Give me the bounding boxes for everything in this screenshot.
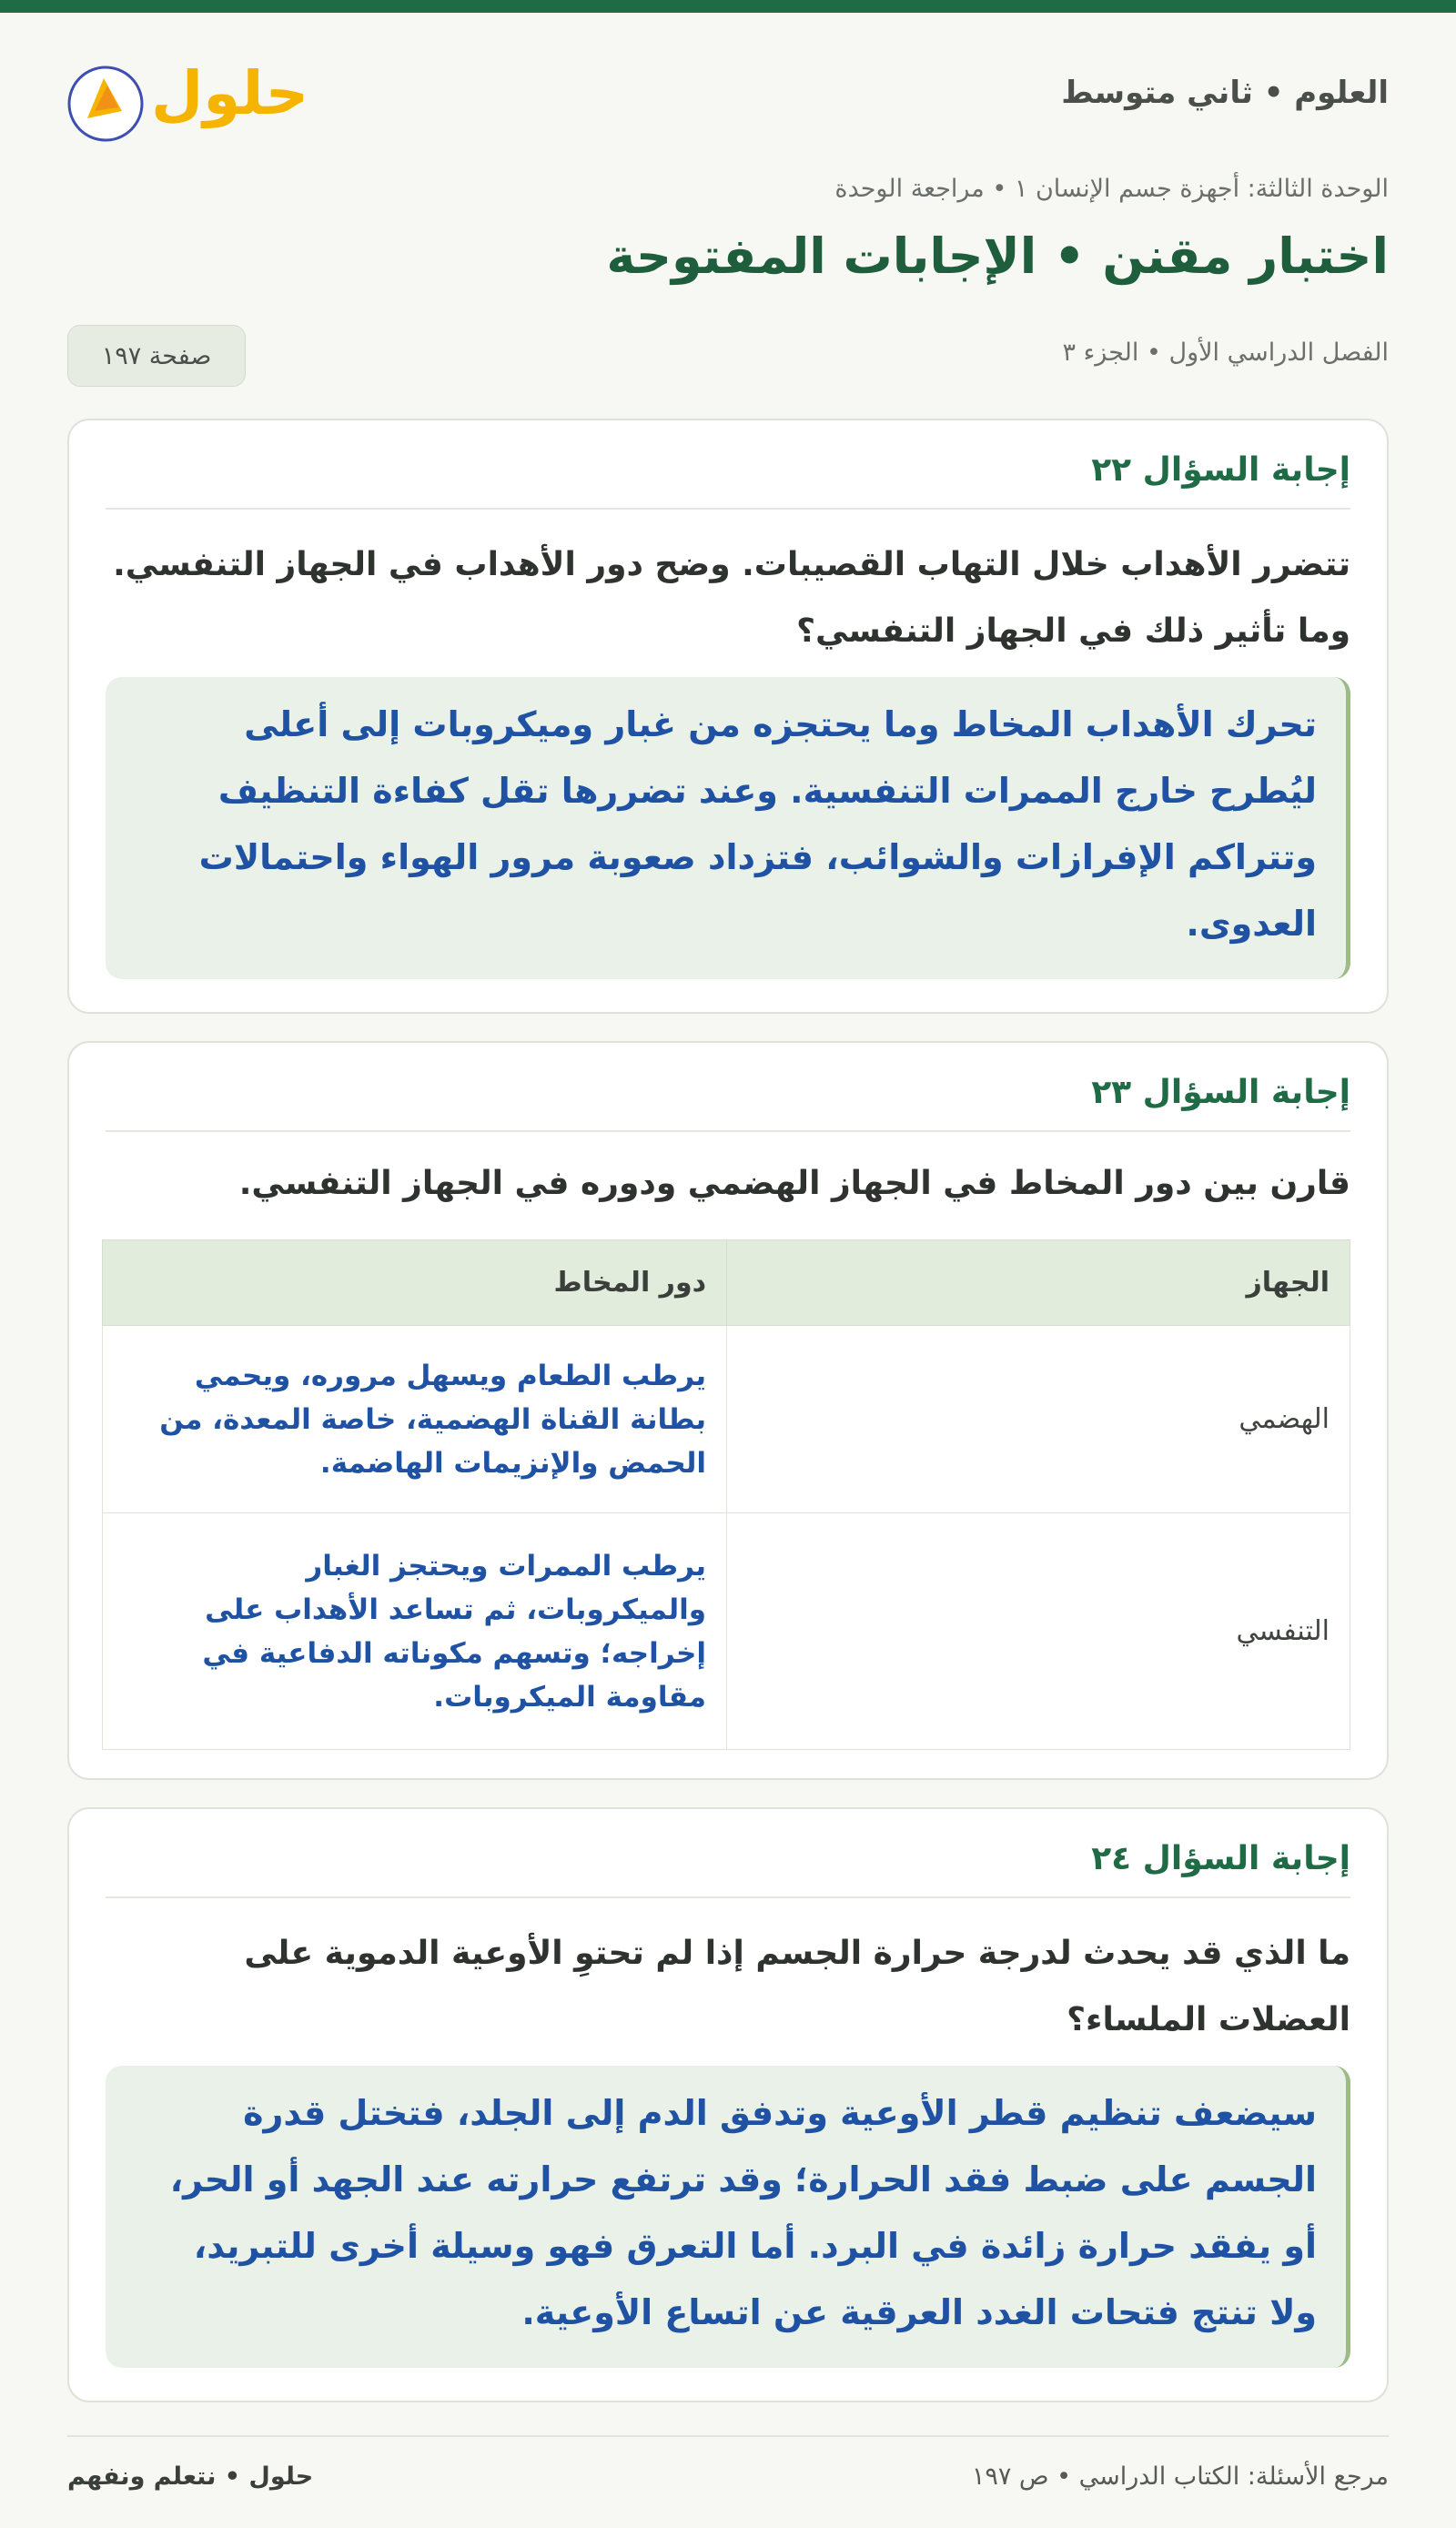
unit-breadcrumb: الوحدة الثالثة: أجهزة جسم الإنسان ١ • مراجعة الوحدة [834, 175, 1389, 203]
answer-card-q24 [67, 1807, 1389, 2402]
logo-text: حلول [151, 58, 309, 128]
column-header-system: الجهاز [727, 1240, 1350, 1326]
page-number-badge: صفحة ١٩٧ [67, 325, 246, 387]
footer-tagline: حلول • نتعلم ونفهم [67, 2462, 314, 2491]
semester-label: الفصل الدراسي الأول • الجزء ٣ [1062, 339, 1389, 367]
answer-card-q22 [67, 419, 1389, 1014]
table-header-row [103, 1240, 1350, 1326]
brand-logo[interactable] [67, 55, 309, 155]
comparison-table [102, 1239, 1350, 1750]
page-title: اختبار مقنن • الإجابات المفتوحة [606, 228, 1389, 285]
card-heading [106, 1074, 1350, 1132]
card-heading [106, 451, 1350, 510]
question-heading: إجابة السؤال ٢٤ [1091, 1840, 1350, 1877]
cell-role: يرطب الطعام ويسهل مروره، ويحمي بطانة القناة الهضمية، خاصة المعدة، من الحمض والإنزيمات الهاضمة. [103, 1326, 727, 1513]
card-heading [106, 1840, 1350, 1898]
subject-label: العلوم • ثاني متوسط [1061, 75, 1389, 111]
question-heading: إجابة السؤال ٢٢ [1091, 451, 1350, 489]
table-row [103, 1326, 1350, 1513]
column-header-role: دور المخاط [103, 1240, 727, 1326]
answer-card-q23 [67, 1041, 1389, 1780]
cell-system: الهضمي [727, 1326, 1350, 1513]
footer-divider [67, 2435, 1389, 2437]
cell-role: يرطب الممرات ويحتجز الغبار والميكروبات، ثم تساعد الأهداب على إخراجه؛ وتسهم مكوناته الدفاعية في مقاومة الميكروبات. [103, 1513, 727, 1750]
footer-reference: مرجع الأسئلة: الكتاب الدراسي • ص ١٩٧ [971, 2462, 1389, 2491]
question-text: تتضرر الأهداب خلال التهاب القصيبات. وضح دور الأهداب في الجهاز التنفسي. وما تأثير ذلك في الجهاز التنفسي؟ [113, 546, 1350, 650]
top-accent-bar [0, 0, 1456, 13]
question-text: ما الذي قد يحدث لدرجة حرارة الجسم إذا لم تحتوِ الأوعية الدموية على العضلات الملساء؟ [244, 1935, 1350, 2038]
page-header [67, 55, 1389, 155]
cell-system: التنفسي [727, 1513, 1350, 1750]
answer-box: سيضعف تنظيم قطر الأوعية وتدفق الدم إلى الجلد، فتختل قدرة الجسم على ضبط فقد الحرارة؛ وقد ترتفع حرارته عند الجهد أو الحر، أو يفقد حرارة زائدة في البرد. أما التعرق فهو وسيلة أخرى للتبريد، ولا تنتج فتحات الغدد العرقية عن اتساع الأوعية. [106, 2066, 1350, 2368]
question-text: قارن بين دور المخاط في الجهاز الهضمي ودوره في الجهاز التنفسي. [238, 1165, 1350, 1202]
question-heading: إجابة السؤال ٢٣ [1091, 1074, 1350, 1111]
answer-box: تحرك الأهداب المخاط وما يحتجزه من غبار وميكروبات إلى أعلى ليُطرح خارج الممرات التنفسية. وعند تضررها تقل كفاءة التنظيف وتتراكم الإفرازات والشوائب، فتزداد صعوبة مرور الهواء واحتمالات العدوى. [106, 677, 1350, 979]
table-row [103, 1513, 1350, 1750]
